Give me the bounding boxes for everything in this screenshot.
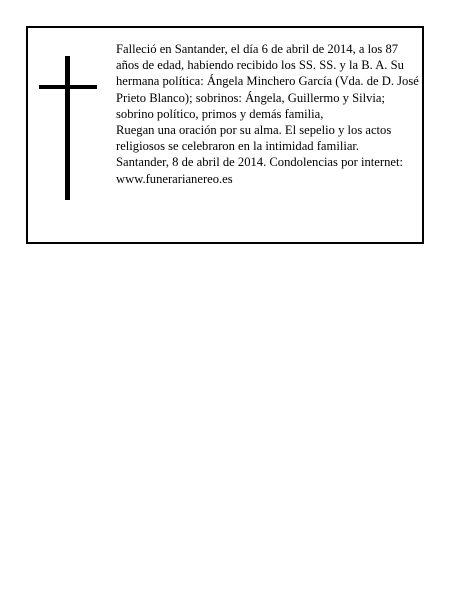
- cross-horizontal-bar: [39, 85, 97, 89]
- notice-closing: Santander, 8 de abril de 2014. Condolencias por internet: www.funerarianereo.es: [116, 155, 403, 186]
- latin-cross-icon: [39, 56, 97, 200]
- notice-text: [116, 41, 421, 187]
- notice-prayer: Ruegan una oración por su alma. El sepelio y los actos religiosos se celebraron en la intimidad familiar.: [116, 123, 392, 154]
- obituary-notice: [26, 26, 424, 244]
- cross-vertical-bar: [65, 56, 70, 200]
- notice-body: Falleció en Santander, el día 6 de abril de 2014, a los 87 años de edad, habiendo recibido los SS. SS. y la B. A. Su hermana política: Ángela Minchero García (Vda. de D. José Prieto Blanco); sobrinos: Ángela, Guillermo y Silvia; sobrino político, primos y demás familia,: [116, 42, 419, 121]
